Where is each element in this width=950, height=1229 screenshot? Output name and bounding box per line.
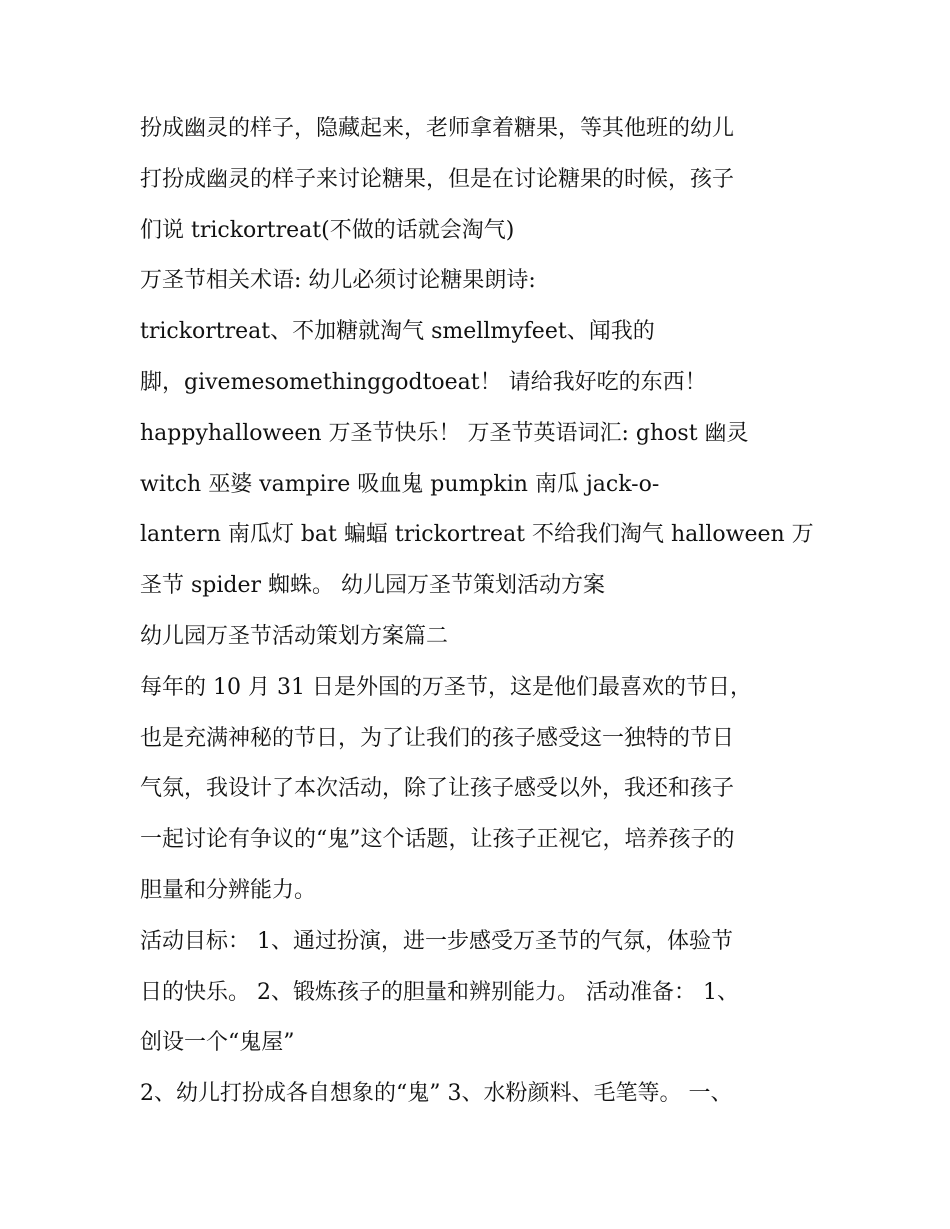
text-line: happyhalloween 万圣节快乐！ 万圣节英语词汇: ghost 幽灵: [140, 420, 749, 446]
text-line: 2、幼儿打扮成各自想象的“鬼” 3、水粉颜料、毛笔等。 一、: [140, 1081, 733, 1107]
text-line: 们说 trickortreat(不做的话就会淘气): [140, 217, 515, 243]
text-line: 也是充满神秘的节日，为了让我们的孩子感受这一独特的节日: [140, 725, 735, 751]
section-heading: 幼儿园万圣节活动策划方案篇二: [140, 623, 449, 649]
text-line: 脚，givemesomethinggodtoeat！ 请给我好吃的东西！: [140, 369, 707, 395]
text-line: 活动目标： 1、通过扮演，进一步感受万圣节的气氛，体验节: [140, 928, 733, 954]
text-line: 圣节 spider 蜘蛛。 幼儿园万圣节策划活动方案: [140, 573, 606, 599]
text-line: witch 巫婆 vampire 吸血鬼 pumpkin 南瓜 jack-o-: [140, 471, 660, 497]
text-line: 一起讨论有争议的“鬼”这个话题，让孩子正视它，培养孩子的: [140, 827, 735, 853]
text-line: 胆量和分辨能力。: [140, 877, 317, 903]
text-line: trickortreat、不加糖就淘气 smellmyfeet、闻我的: [140, 319, 655, 345]
document-body: [140, 104, 840, 1120]
text-line: 打扮成幽灵的样子来讨论糖果，但是在讨论糖果的时候，孩子: [140, 166, 735, 192]
text-line: 扮成幽灵的样子，隐藏起来，老师拿着糖果，等其他班的幼儿: [140, 116, 735, 141]
text-line: lantern 南瓜灯 bat 蝙蝠 trickortreat 不给我们淘气 halloween 万: [140, 522, 814, 548]
text-line: 日的快乐。 2、锻炼孩子的胆量和辨别能力。 活动准备： 1、: [140, 979, 739, 1005]
text-line: 每年的 10 月 31 日是外国的万圣节，这是他们最喜欢的节日，: [140, 674, 752, 700]
text-line: 创设一个“鬼屋”: [140, 1030, 295, 1056]
text-line: 万圣节相关术语: 幼儿必须讨论糖果朗诗:: [140, 268, 536, 294]
text-line: 气氛，我设计了本次活动，除了让孩子感受以外，我还和孩子: [140, 776, 735, 802]
